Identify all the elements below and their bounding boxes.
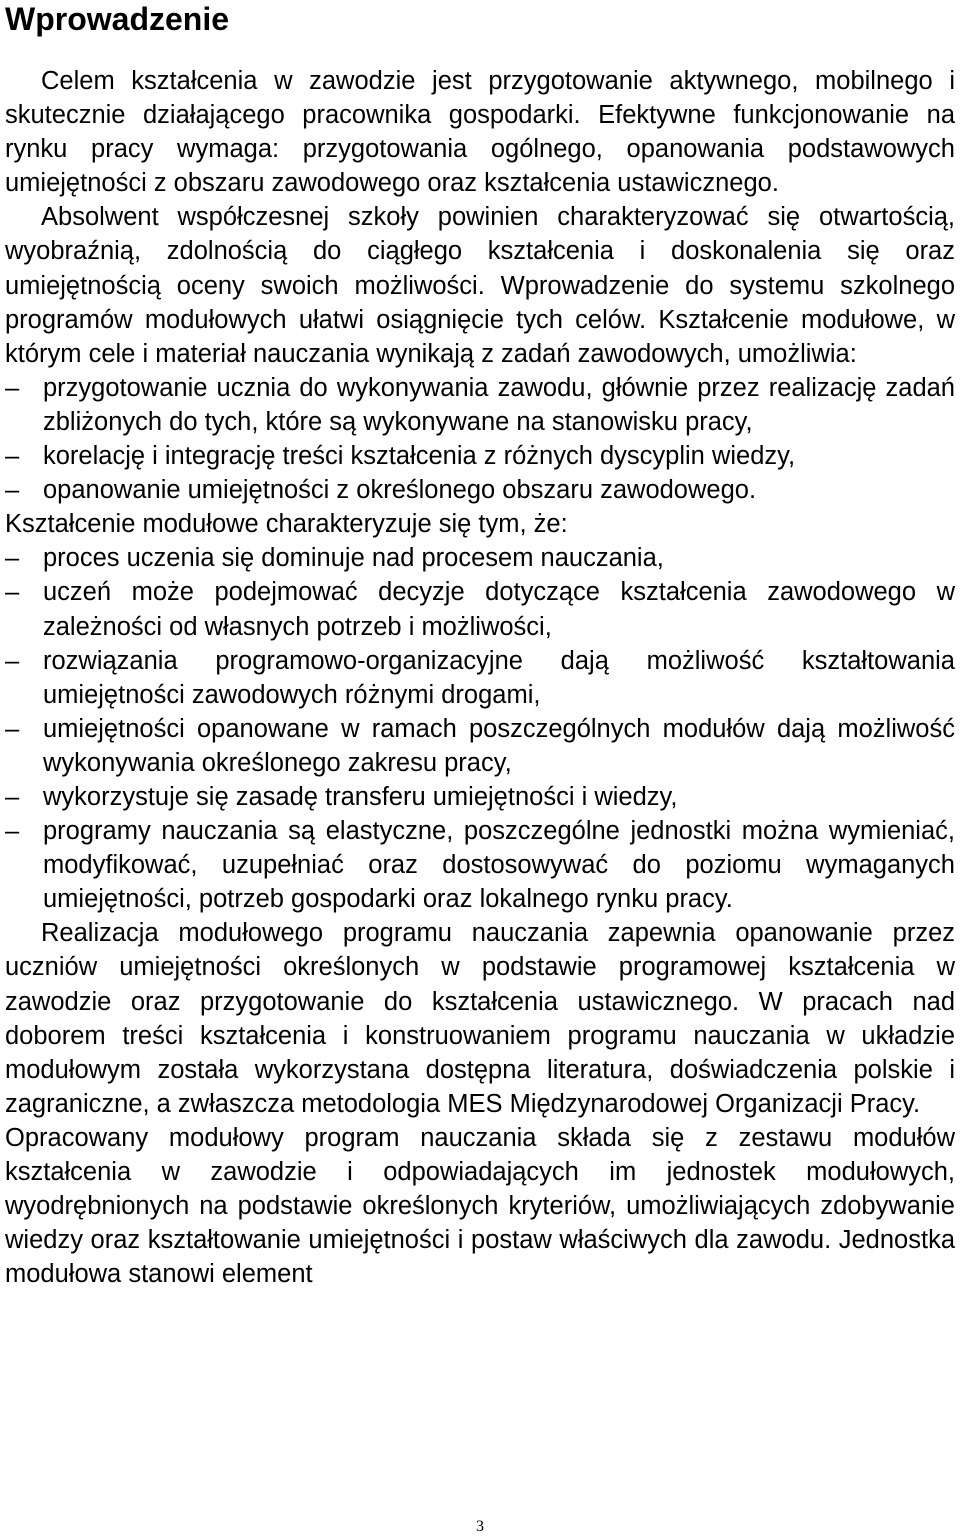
dash-bullet: – <box>5 544 20 573</box>
list-item <box>5 644 955 712</box>
paragraph-characteristics: Kształcenie modułowe charakteryzuje się tym, że: <box>5 510 568 539</box>
list-item <box>5 575 955 643</box>
paragraph-intro: Celem kształcenia w zawodzie jest przygotowanie aktywnego, mobilnego i skutecznie działającego pracownika gospodarki. Efektywne funkcjonowanie na rynku pracy wymaga: przygotowania ogólnego, opanowania podstawowych umiejętności z obszaru zawodowego oraz kształcenia ustawicznego. <box>5 67 955 198</box>
list-item-text: rozwiązania programowo-organizacyjne dają możliwość kształtowania umiejętności zawodowych różnymi drogami, <box>43 646 955 709</box>
paragraph-program-structure: Opracowany modułowy program nauczania składa się z zestawu modułów kształcenia w zawodzie i odpowiadających im jednostek modułowych, wyodrębnionych na podstawie określonych kryteriów, umożliwiających zdobywanie wiedzy oraz kształtowanie umiejętności i postaw właściwych dla zawodu. Jednostka modułowa stanowi element <box>5 1123 955 1289</box>
list-item <box>5 439 955 473</box>
list-item <box>5 541 955 575</box>
list-item-text: proces uczenia się dominuje nad procesem nauczania, <box>43 544 664 573</box>
paragraph-graduate: Absolwent współczesnej szkoły powinien charakteryzować się otwartością, wyobraźnią, zdolnością do ciągłego kształcenia i doskonalenia się oraz umiejętnością oceny swoich możliwości. Wprowadzenie do systemu szkolnego programów modułowych ułatwi osiągnięcie tych celów. Kształcenie modułowe, w którym cele i materiał nauczania wynikają z zadań zawodowych, umożliwia: <box>5 203 955 368</box>
dash-bullet: – <box>5 714 20 743</box>
list-item-text: wykorzystuje się zasadę transferu umiejętności i wiedzy, <box>43 782 678 811</box>
paragraph-realization: Realizacja modułowego programu nauczania zapewnia opanowanie przez uczniów umiejętności określonych w podstawie programowej kształcenia w zawodzie oraz przygotowanie do kształcenia ustawicznego. W pracach nad doborem treści kształcenia i konstruowaniem programu nauczania w układzie modułowym została wykorzystana dostępna literatura, doświadczenia polskie i zagraniczne, a zwłaszcza metodologia MES Międzynarodowej Organizacji Pracy. <box>5 919 955 1118</box>
dash-bullet: – <box>5 476 20 505</box>
dash-bullet: – <box>5 782 20 811</box>
list-item-text: uczeń może podejmować decyzje dotyczące kształcenia zawodowego w zależności od własnych potrzeb i możliwości, <box>43 578 955 641</box>
list-item <box>5 712 955 780</box>
dash-bullet: – <box>5 646 20 675</box>
dash-bullet: – <box>5 817 20 846</box>
dash-bullet: – <box>5 373 20 402</box>
list-module-benefits <box>5 371 955 507</box>
list-item-text: umiejętności opanowane w ramach poszczególnych modułów dają możliwość wykonywania określonego zakresu pracy, <box>43 714 955 777</box>
list-item-text: korelację i integrację treści kształcenia z różnych dyscyplin wiedzy, <box>43 442 796 471</box>
dash-bullet: – <box>5 578 20 607</box>
list-item-text: opanowanie umiejętności z określonego obszaru zawodowego. <box>43 476 757 505</box>
dash-bullet: – <box>5 442 20 471</box>
list-item-text: programy nauczania są elastyczne, poszczególne jednostki można wymieniać, modyfikować, uzupełniać oraz dostosowywać do poziomu wymaganych umiejętności, potrzeb gospodarki oraz lokalnego rynku pracy. <box>43 817 955 914</box>
list-item <box>5 371 955 439</box>
page-number: 3 <box>476 1518 484 1535</box>
list-item <box>5 473 955 507</box>
list-item <box>5 814 955 916</box>
body-text <box>5 64 955 1291</box>
list-module-characteristics <box>5 541 955 916</box>
list-item <box>5 780 955 814</box>
section-title: Wprowadzenie <box>5 1 230 37</box>
list-item-text: przygotowanie ucznia do wykonywania zawodu, głównie przez realizację zadań zbliżonych do tych, które są wykonywane na stanowisku pracy, <box>43 373 955 436</box>
